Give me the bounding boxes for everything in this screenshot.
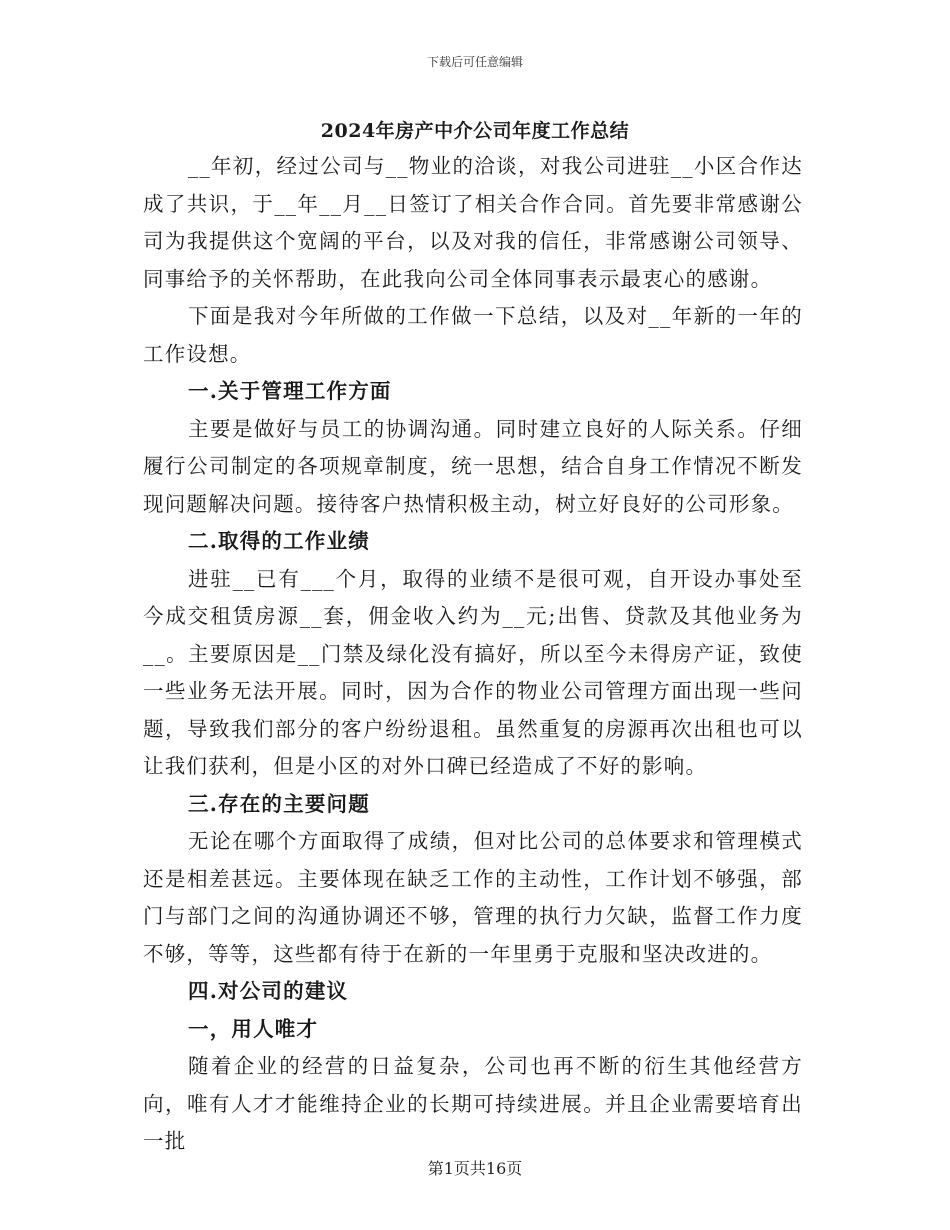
paragraph-intro: __年初，经过公司与__物业的洽谈，对我公司进驻__小区合作达成了共识，于__年__月__日签订了相关合作合同。首先要非常感谢公司为我提供这个宽阔的平台，以及对我的信任，非常感谢公司领导、同事给予的关怀帮助，在此我向公司全体同事表示最衷心的感谢。 xyxy=(143,154,803,291)
header-note: 下载后可任意编辑 xyxy=(426,55,523,69)
paragraph-talent: 随着企业的经营的日益复杂，公司也再不断的衍生其他经营方向，唯有人才才能维持企业的长期可持续进展。并且企业需要培育出一批 xyxy=(143,1054,803,1153)
document-title: 2024年房产中介公司年度工作总结 xyxy=(320,120,630,142)
section-heading-management: 一.关于管理工作方面 xyxy=(188,379,392,403)
paragraph-achievements: 进驻__已有___个月，取得的业绩不是很可观，自开设办事处至今成交租赁房源__套，佣金收入约为__元;出售、贷款及其他业务为__。主要原因是__门禁及绿化没有搞好，所以至今未得房产证，致使一些业务无法开展。同时，因为合作的物业公司管理方面出现一些问题，导致我们部分的客户纷纷退租。虽然重复的房源再次出租也可以让我们获利，但是小区的对外口碑已经造成了不好的影响。 xyxy=(143,566,803,778)
section-heading-achievements: 二.取得的工作业绩 xyxy=(188,529,370,553)
section-heading-suggestions: 四.对公司的建议 xyxy=(188,979,349,1003)
paragraph-problems: 无论在哪个方面取得了成绩，但对比公司的总体要求和管理模式还是相差甚远。主要体现在缺乏工作的主动性，工作计划不够强，部门与部门之间的沟通协调还不够，管理的执行力欠缺，监督工作力度不够，等等，这些都有待于在新的一年里勇于克服和坚决改进的。 xyxy=(143,829,803,966)
document-body xyxy=(143,148,803,1161)
paragraph-overview: 下面是我对今年所做的工作做一下总结，以及对__年新的一年的工作设想。 xyxy=(143,304,803,366)
page-footer: 第1页共16页 xyxy=(427,1159,523,1178)
subsection-heading-talent: 一，用人唯才 xyxy=(188,1016,319,1041)
paragraph-management: 主要是做好与员工的协调沟通。同时建立良好的人际关系。仔细履行公司制定的各项规章制度，统一思想，结合自身工作情况不断发现问题解决问题。接待客户热情积极主动，树立好良好的公司形象。 xyxy=(143,416,803,516)
section-heading-problems: 三.存在的主要问题 xyxy=(188,791,370,816)
